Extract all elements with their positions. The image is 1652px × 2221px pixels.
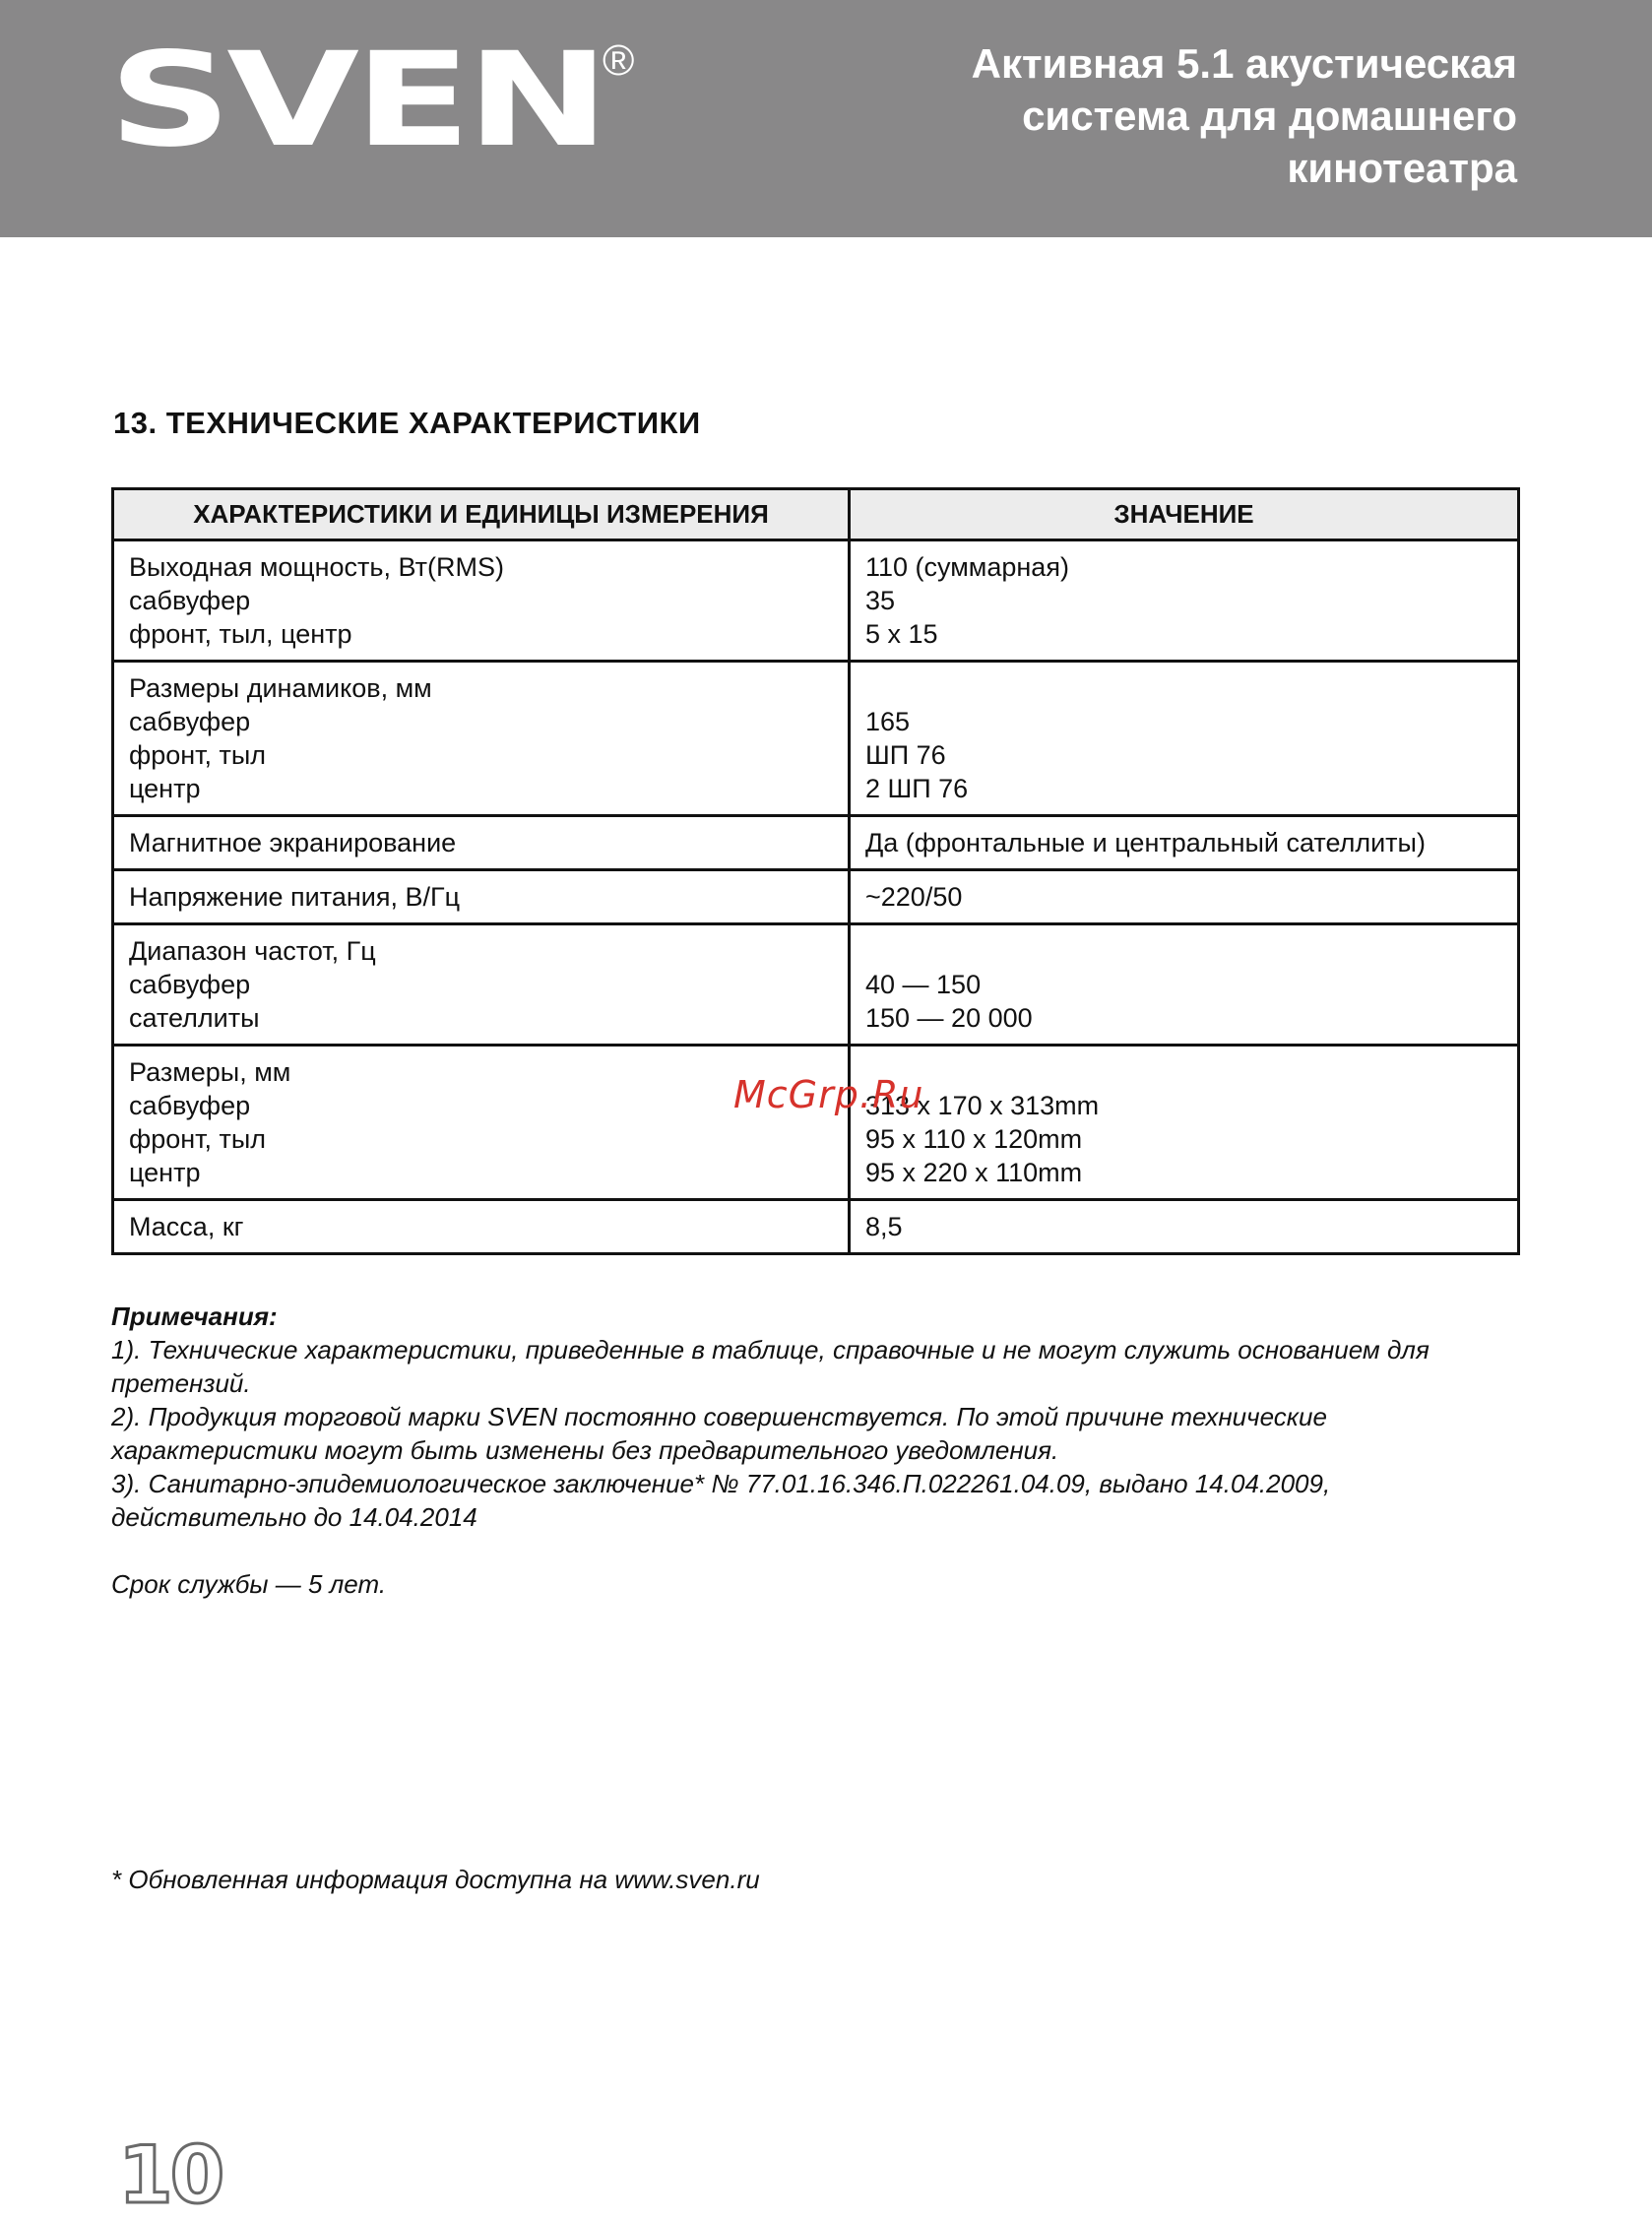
watermark: McGrp.Ru — [733, 1073, 924, 1116]
param-cell — [113, 816, 850, 870]
param-cell-line: центр — [129, 1158, 201, 1187]
notes-title: Примечания: — [111, 1301, 278, 1331]
param-cell-line: сабвуфер — [129, 1091, 251, 1120]
table-row — [113, 540, 1519, 662]
param-cell-line: фронт, тыл — [129, 740, 267, 770]
param-cell — [113, 540, 850, 662]
value-cell-line: 165 — [865, 707, 911, 736]
value-cell-line: 95 x 220 x 110mm — [865, 1158, 1083, 1187]
param-cell-line: Масса, кг — [129, 1212, 244, 1241]
value-cell-line — [865, 1055, 1502, 1089]
param-cell — [113, 870, 850, 924]
param-cell-line: Размеры динамиков, мм — [129, 673, 432, 703]
value-cell-line: 150 — 20 000 — [865, 1003, 1033, 1033]
value-cell — [850, 816, 1519, 870]
table-row — [113, 1200, 1519, 1254]
product-title-line: Активная 5.1 акустическая — [971, 40, 1517, 87]
param-cell-line: сабвуфер — [129, 970, 251, 999]
param-cell-line: Диапазон частот, Гц — [129, 936, 376, 966]
param-cell — [113, 1200, 850, 1254]
spec-table — [111, 487, 1520, 1255]
param-cell-line: Выходная мощность, Вт(RMS) — [129, 552, 504, 582]
param-cell-line: сателлиты — [129, 1003, 260, 1033]
value-cell-line: ~220/50 — [865, 882, 963, 912]
value-cell-line: 35 — [865, 586, 896, 615]
table-row — [113, 662, 1519, 816]
param-cell-line: Размеры, мм — [129, 1057, 291, 1087]
column-header-param: ХАРАКТЕРИСТИКИ И ЕДИНИЦЫ ИЗМЕРЕНИЯ — [113, 489, 850, 540]
param-cell — [113, 1046, 850, 1200]
value-cell-line: 40 — 150 — [865, 970, 982, 999]
table-header-row — [113, 489, 1519, 540]
param-cell-line: сабвуфер — [129, 586, 251, 615]
table-row — [113, 1046, 1519, 1200]
registered-mark-icon: ® — [603, 36, 635, 85]
value-cell-line: Да (фронтальные и центральный сателлиты) — [865, 828, 1426, 857]
table-row — [113, 870, 1519, 924]
param-cell-line: центр — [129, 774, 201, 803]
service-life: Срок службы — 5 лет. — [111, 1569, 387, 1599]
param-cell-line: Магнитное экранирование — [129, 828, 457, 857]
table-row — [113, 816, 1519, 870]
value-cell-line — [865, 934, 1502, 968]
value-cell-line — [865, 671, 1502, 705]
param-cell — [113, 924, 850, 1046]
value-cell-line: 110 (суммарная) — [865, 552, 1069, 582]
value-cell-line: 313 x 170 x 313mm — [865, 1091, 1100, 1120]
value-cell-line: 5 x 15 — [865, 619, 938, 649]
notes — [111, 1300, 1519, 1601]
param-cell-line: фронт, тыл — [129, 1124, 267, 1154]
note-item: 3). Санитарно-эпидемиологическое заключение* № 77.01.16.346.П.022261.04.09, выдано 14.04.2009, действительно до 14.04.2014 — [111, 1469, 1331, 1532]
value-cell-line: ШП 76 — [865, 740, 946, 770]
value-cell-line: 95 x 110 x 120mm — [865, 1124, 1083, 1154]
sven-logo: SVEN — [108, 25, 605, 176]
section-title: 13. ТЕХНИЧЕСКИЕ ХАРАКТЕРИСТИКИ — [113, 406, 701, 440]
value-cell — [850, 870, 1519, 924]
page-number: 10 — [118, 2129, 222, 2221]
param-cell-line: сабвуфер — [129, 707, 251, 736]
table-row — [113, 924, 1519, 1046]
value-cell — [850, 1046, 1519, 1200]
product-title — [972, 37, 1517, 194]
column-header-value: ЗНАЧЕНИЕ — [850, 489, 1519, 540]
product-title-line: система для домашнего — [1022, 93, 1517, 139]
spec-table-body — [113, 540, 1519, 1254]
value-cell — [850, 924, 1519, 1046]
value-cell — [850, 662, 1519, 816]
notes-spacer — [111, 1534, 1519, 1567]
param-cell — [113, 662, 850, 816]
value-cell — [850, 1200, 1519, 1254]
page-header — [0, 0, 1652, 237]
value-cell — [850, 540, 1519, 662]
param-cell-line: Напряжение питания, В/Гц — [129, 882, 461, 912]
footnote: * Обновленная информация доступна на www.sven.ru — [111, 1865, 760, 1894]
value-cell-line: 8,5 — [865, 1212, 903, 1241]
note-item: 1). Технические характеристики, приведенные в таблице, справочные и не могут служить основанием для претензий. — [111, 1335, 1430, 1398]
value-cell-line: 2 ШП 76 — [865, 774, 969, 803]
note-item: 2). Продукция торговой марки SVEN постоянно совершенствуется. По этой причине технические характеристики могут быть изменены без предварительного уведомления. — [111, 1402, 1327, 1465]
product-title-line: кинотеатра — [1287, 145, 1517, 191]
param-cell-line: фронт, тыл, центр — [129, 619, 352, 649]
